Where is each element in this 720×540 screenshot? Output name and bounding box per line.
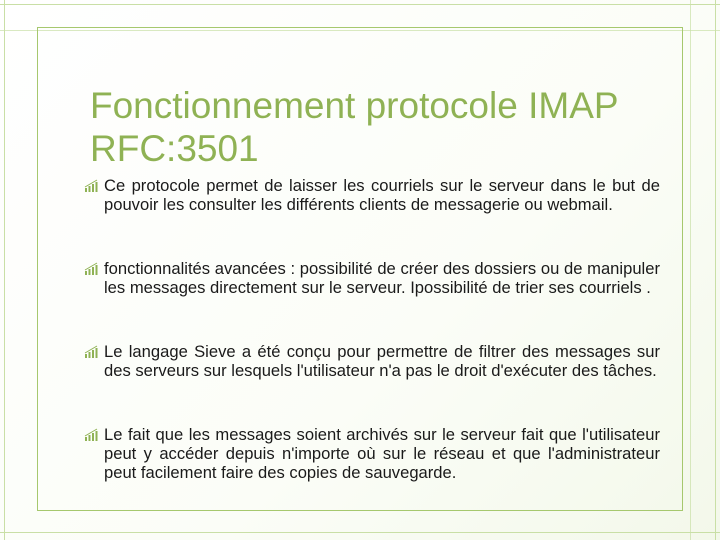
- decor-line: [690, 0, 691, 540]
- title-line-1: Fonctionnement protocole IMAP: [90, 85, 619, 126]
- signal-bars-icon: [84, 262, 98, 276]
- slide-title: [90, 84, 670, 170]
- bullet-text: Ce protocole permet de laisser les courriels sur le serveur dans le but de pouvoir les consulter les différents clients de messagerie ou webmail.: [104, 176, 660, 214]
- bullet-item: [84, 425, 660, 482]
- bullet-list: [84, 176, 660, 482]
- bullet-text: Le fait que les messages soient archivés sur le serveur fait que l'utilisateur peut y accéder depuis n'importe où sur le réseau et que l'administrateur peut facilement faire des copies de sauvegarde.: [104, 425, 660, 482]
- signal-bars-icon: [84, 179, 98, 193]
- decor-line: [0, 4, 720, 5]
- title-line-2: RFC:3501: [90, 128, 259, 169]
- decor-line: [715, 0, 716, 540]
- bullet-item: [84, 342, 660, 380]
- decor-line: [4, 0, 5, 540]
- bullet-item: [84, 176, 660, 214]
- signal-bars-icon: [84, 345, 98, 359]
- bullet-item: [84, 259, 660, 297]
- decor-line: [0, 532, 720, 533]
- bullet-text: Le langage Sieve a été conçu pour permettre de filtrer des messages sur des serveurs sur lesquels l'utilisateur n'a pas le droit d'exécuter des tâches.: [104, 342, 660, 380]
- signal-bars-icon: [84, 428, 98, 442]
- bullet-text: fonctionnalités avancées : possibilité de créer des dossiers ou de manipuler les messages directement sur le serveur. Ipossibilité de trier ses courriels .: [104, 259, 660, 297]
